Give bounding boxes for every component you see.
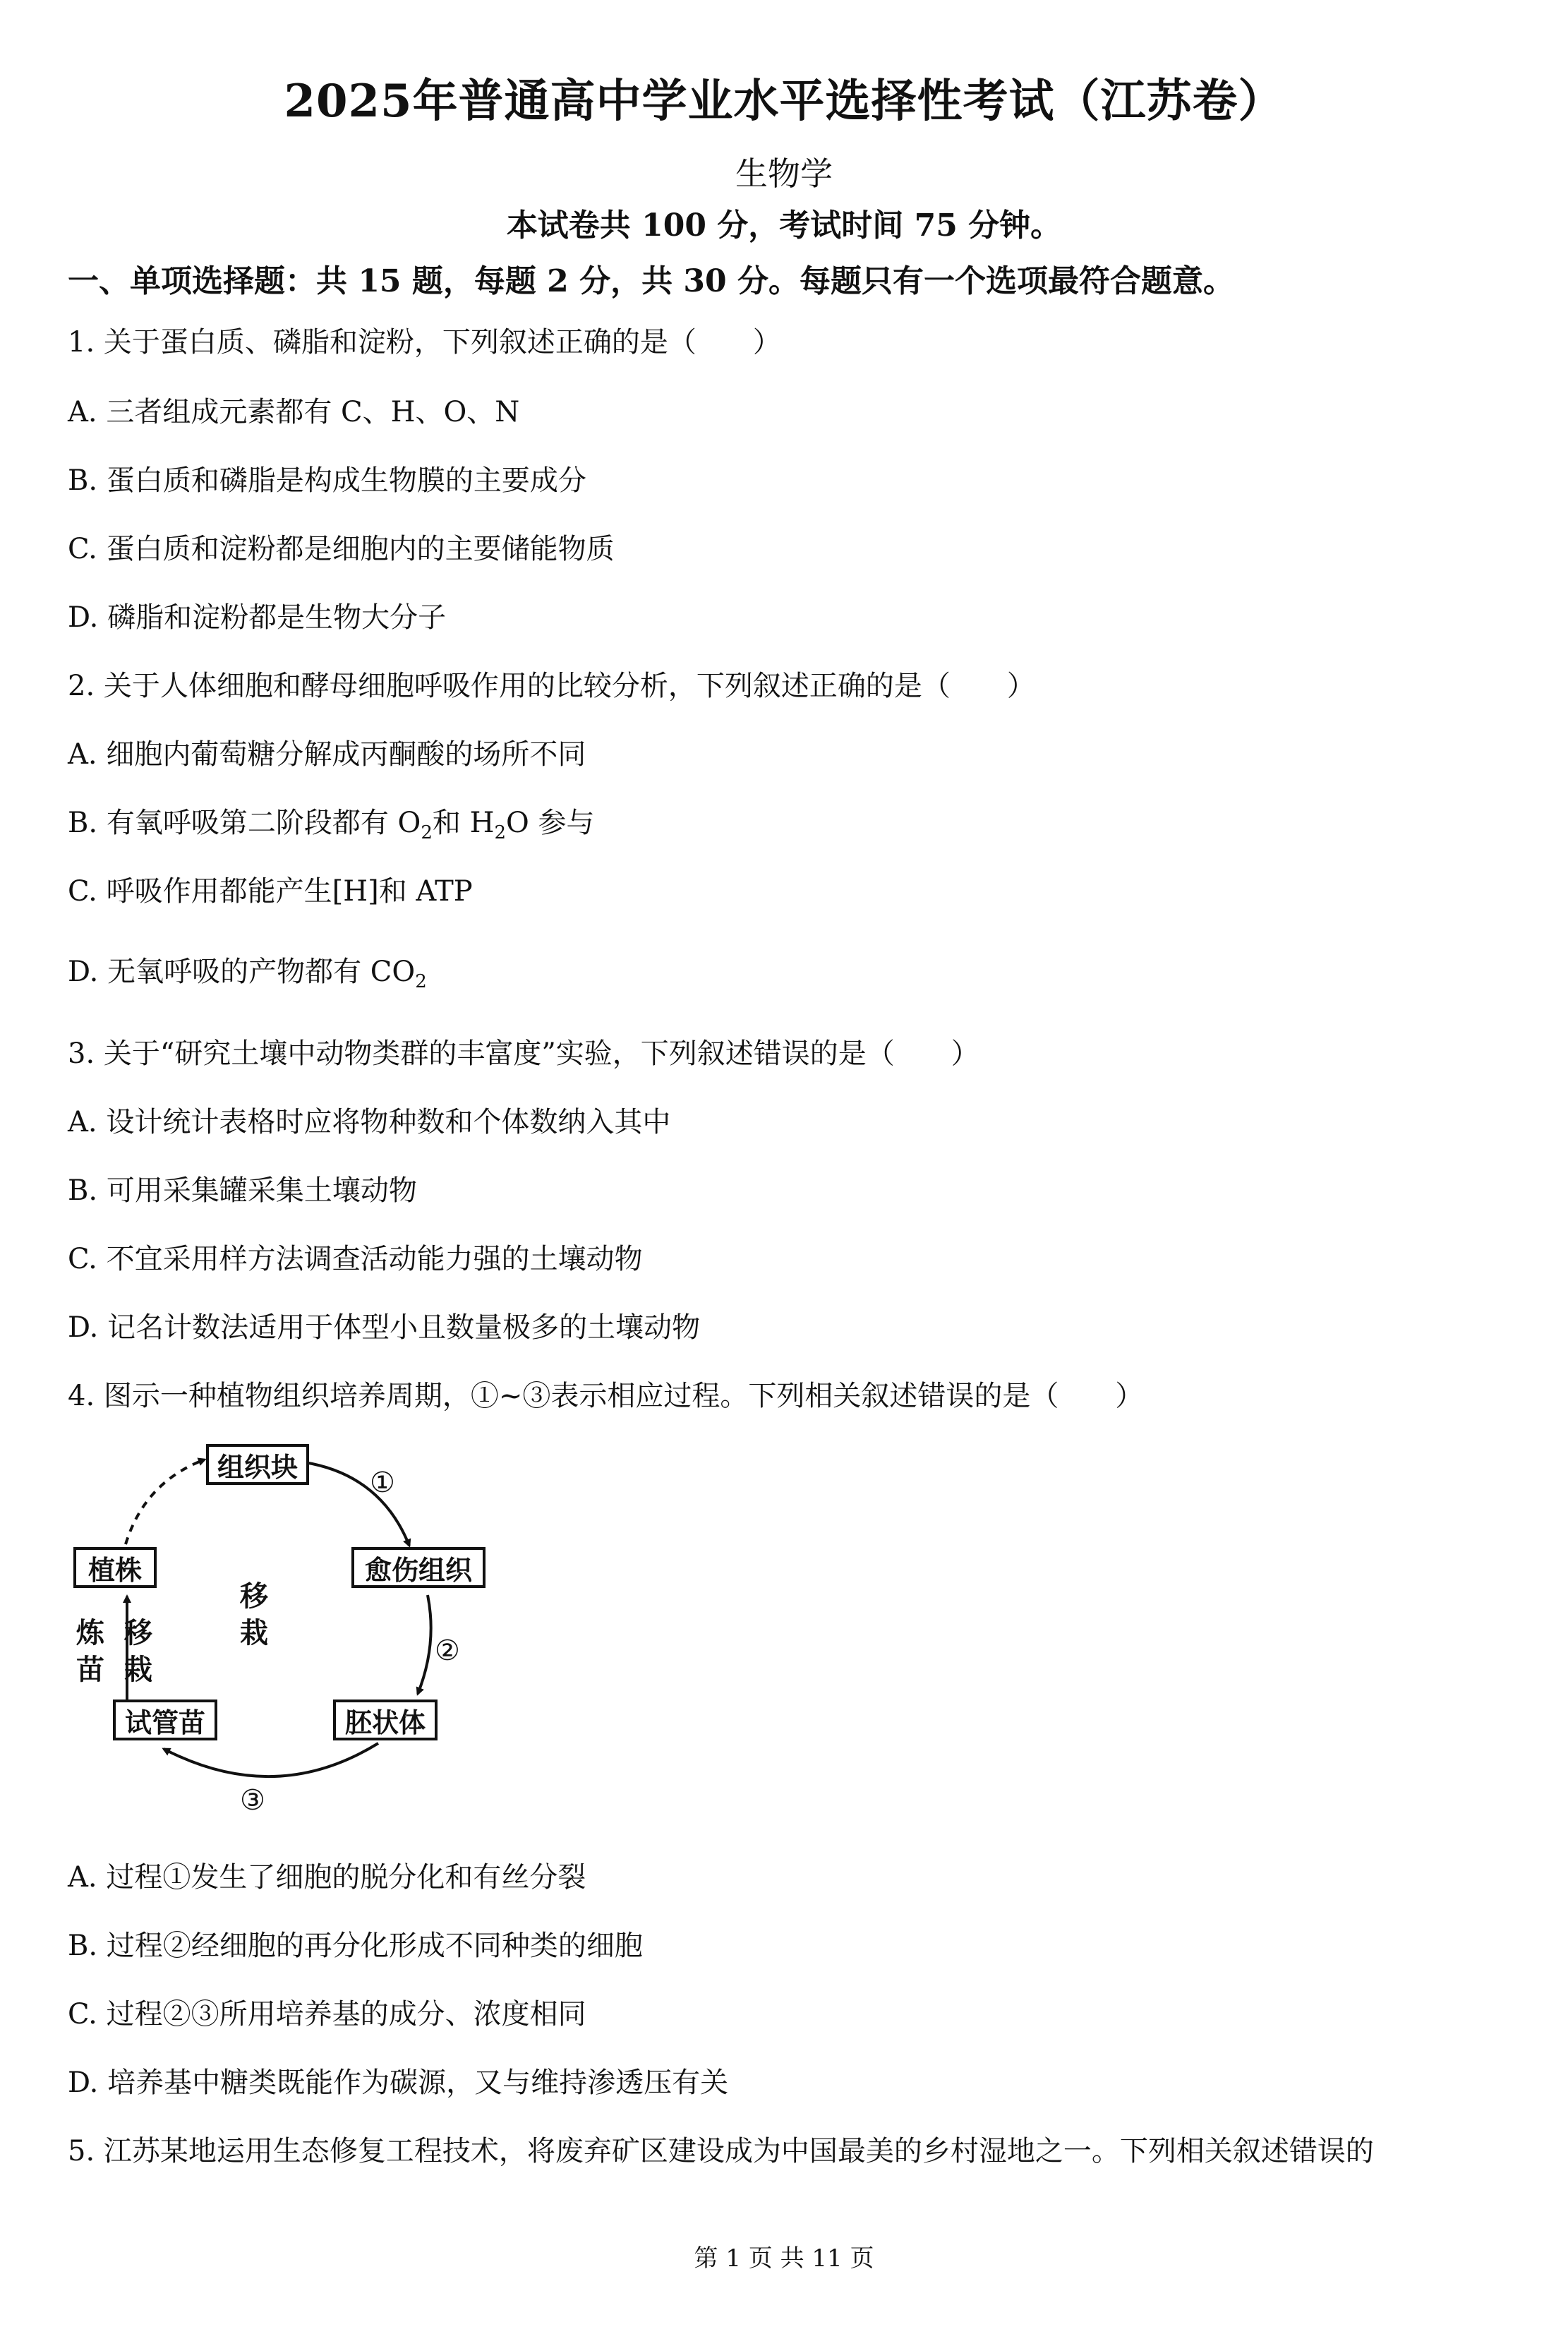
node-test-tube-seedling: 试管苗 <box>113 1700 217 1740</box>
q1-option-c: C. 蛋白质和淀粉都是细胞内的主要储能物质 <box>68 533 615 565</box>
q3-option-d: D. 记名计数法适用于体型小且数量极多的土壤动物 <box>68 1311 701 1344</box>
q2-option-d: D. 无氧呼吸的产物都有 $CO_2$ <box>68 956 427 992</box>
step3-label: ③ <box>240 1784 265 1817</box>
step1-label: ① <box>370 1467 395 1499</box>
q4-option-b: B. 过程②经细胞的再分化形成不同种类的细胞 <box>68 1930 643 1962</box>
q3-option-a: A. 设计统计表格时应将物种数和个体数纳入其中 <box>68 1106 671 1138</box>
q4-option-c: C. 过程②③所用培养基的成分、浓度相同 <box>68 1998 586 2031</box>
q3-option-c: C. 不宜采用样方法调查活动能力强的土壤动物 <box>68 1243 643 1275</box>
q1-option-a: A. 三者组成元素都有 C、H、O、N <box>68 396 520 428</box>
node-tissue-block: 组织块 <box>206 1444 309 1485</box>
q2-option-b: B. 有氧呼吸第二阶段都有 $O_2$和 $H_2O$ 参与 <box>68 807 595 843</box>
section-heading: 一、单项选择题：共 15 题，每题 2 分，共 30 分。每题只有一个选项最符合题意。 <box>68 263 1234 299</box>
q2-option-c: C. 呼吸作用都能产生[H]和 ATP <box>68 875 473 908</box>
center-transplant-label: 移 栽 <box>240 1580 268 1649</box>
q4-stem: 4. 图示一种植物组织培养周期，①~③表示相应过程。下列相关叙述错误的是（ ） <box>68 1380 1144 1412</box>
q2-stem: 2. 关于人体细胞和酵母细胞呼吸作用的比较分析，下列叙述正确的是（ ） <box>68 670 1035 702</box>
q5-stem: 5. 江苏某地运用生态修复工程技术，将废弃矿区建设成为中国最美的乡村湿地之一。下列相关叙述错误的 <box>68 2135 1374 2167</box>
q4-option-d: D. 培养基中糖类既能作为碳源，又与维持渗透压有关 <box>68 2067 729 2099</box>
q1-option-d: D. 磷脂和淀粉都是生物大分子 <box>68 601 447 634</box>
q4-option-a: A. 过程①发生了细胞的脱分化和有丝分裂 <box>68 1861 586 1894</box>
q3-stem: 3. 关于“研究土壤中动物类群的丰富度”实验，下列叙述错误的是（ ） <box>68 1037 979 1070</box>
exam-title: 2025年普通高中学业水平选择性考试（江苏卷） <box>284 75 1284 128</box>
left-transplant-label: 移 栽 <box>124 1616 152 1686</box>
q1-stem: 1. 关于蛋白质、磷脂和淀粉，下列叙述正确的是（ ） <box>68 326 781 359</box>
arrow-step1 <box>305 1462 409 1546</box>
step2-label: ② <box>435 1635 460 1667</box>
arrow-step2 <box>418 1595 431 1694</box>
arrow-step3 <box>164 1743 378 1776</box>
exam-info: 本试卷共 100 分，考试时间 75 分钟。 <box>506 207 1062 243</box>
node-callus: 愈伤组织 <box>351 1547 486 1588</box>
arrow-plant-to-tissue-dashed <box>126 1460 205 1544</box>
q1-option-b: B. 蛋白质和磷脂是构成生物膜的主要成分 <box>68 464 586 497</box>
page-footer: 第 1 页 共 11 页 <box>694 2244 874 2273</box>
q3-option-b: B. 可用采集罐采集土壤动物 <box>68 1174 417 1207</box>
q2-option-a: A. 细胞内葡萄糖分解成丙酮酸的场所不同 <box>68 738 586 771</box>
hardening-label: 炼 苗 <box>76 1616 104 1686</box>
node-embryoid: 胚状体 <box>333 1700 438 1740</box>
node-plant: 植株 <box>73 1547 157 1588</box>
subject-title: 生物学 <box>735 155 833 193</box>
